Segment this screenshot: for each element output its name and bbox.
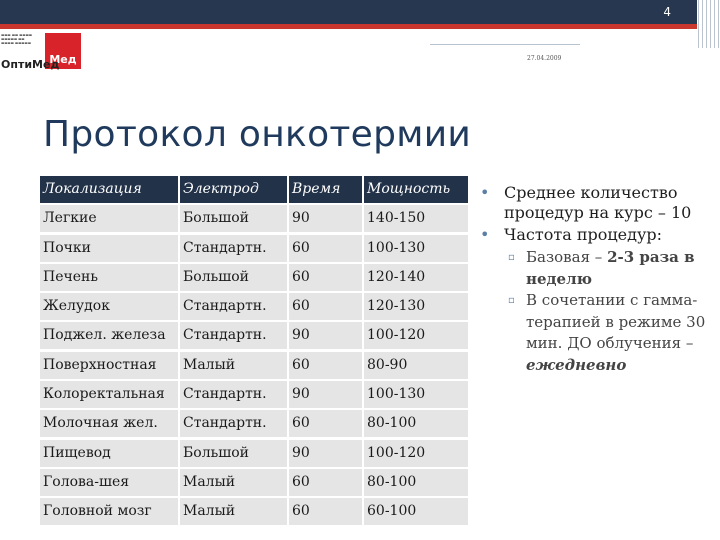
table-row	[40, 205, 468, 232]
table-row	[40, 381, 468, 408]
sub-bullet-base	[478, 247, 710, 290]
column-header-time: Время	[289, 176, 362, 203]
table-row	[40, 293, 468, 320]
table-cell-time: 60	[289, 264, 362, 291]
table-cell-electrode: Большой	[180, 264, 287, 291]
table-cell-time: 60	[289, 352, 362, 379]
bullet-dot-icon: •	[480, 225, 490, 244]
sub-bullet-square-icon: ▫	[508, 252, 515, 263]
table-cell-time: 90	[289, 381, 362, 408]
corner-decoration	[698, 0, 720, 48]
slide-title: Протокол онкотермии	[43, 114, 472, 155]
table-cell-time: 90	[289, 322, 362, 349]
top-bar	[0, 0, 697, 24]
table-row	[40, 235, 468, 262]
table-cell-localization: Поджел. железа	[40, 322, 178, 349]
table-cell-time: 90	[289, 205, 362, 232]
table-cell-power: 80-100	[364, 469, 468, 496]
table-cell-power: 100-130	[364, 235, 468, 262]
table-cell-electrode: Стандартн.	[180, 322, 287, 349]
table-cell-electrode: Малый	[180, 469, 287, 496]
table-cell-localization: Голова-шея	[40, 469, 178, 496]
table-cell-localization: Головной мозг	[40, 498, 178, 525]
table-cell-time: 60	[289, 469, 362, 496]
table-cell-localization: Желудок	[40, 293, 178, 320]
bullet-dot-icon: •	[480, 183, 490, 202]
table-row	[40, 440, 468, 467]
company-logo	[1, 33, 81, 73]
table-cell-electrode: Стандартн.	[180, 235, 287, 262]
bullet-frequency	[478, 225, 710, 245]
column-header-localization: Локализация	[40, 176, 178, 203]
table-cell-time: 60	[289, 293, 362, 320]
sub-bullet-bold: 2-3 раза в неделю	[526, 248, 695, 288]
sub-bullet-square-icon: ▫	[508, 295, 515, 306]
table-row	[40, 322, 468, 349]
bullet-list	[478, 183, 710, 376]
sub-bullet-prefix: Базовая –	[526, 248, 603, 266]
logo-mark-text: Мед	[49, 53, 77, 66]
table-row	[40, 469, 468, 496]
bullet-text: Частота процедур:	[504, 225, 663, 244]
table-cell-power: 80-100	[364, 410, 468, 437]
slide-date: 27.04.2009	[527, 55, 562, 62]
table-cell-power: 100-120	[364, 440, 468, 467]
table-cell-power: 80-90	[364, 352, 468, 379]
table-cell-power: 120-130	[364, 293, 468, 320]
table-cell-power: 60-100	[364, 498, 468, 525]
table-cell-localization: Печень	[40, 264, 178, 291]
sub-bullet-text: В сочетании с гамма-терапией в режиме 30 мин. ДО облучения –	[526, 291, 706, 352]
logo-fine-print: ▬▬▬ ▬▬ ▬▬▬▬ ▬▬▬▬▬ ▬▬ ▬▬▬▬ ▬▬▬▬▬	[1, 33, 32, 45]
logo-text: ОптиМед	[1, 58, 60, 71]
table-cell-electrode: Большой	[180, 440, 287, 467]
table-cell-localization: Колоректальная	[40, 381, 178, 408]
table-cell-localization: Почки	[40, 235, 178, 262]
column-header-power: Мощность	[364, 176, 468, 203]
table-cell-time: 90	[289, 440, 362, 467]
table-cell-electrode: Малый	[180, 352, 287, 379]
bullet-avg-procedures	[478, 183, 710, 223]
table-cell-localization: Пищевод	[40, 440, 178, 467]
table-cell-time: 60	[289, 498, 362, 525]
column-header-electrode: Электрод	[180, 176, 287, 203]
table-cell-electrode: Стандартн.	[180, 381, 287, 408]
table-row	[40, 410, 468, 437]
table-cell-localization: Поверхностная	[40, 352, 178, 379]
table-header-row	[40, 176, 468, 203]
table-cell-time: 60	[289, 235, 362, 262]
table-cell-localization: Молочная жел.	[40, 410, 178, 437]
table-cell-electrode: Большой	[180, 205, 287, 232]
table-row	[40, 498, 468, 525]
table-cell-power: 100-120	[364, 322, 468, 349]
bullet-value: 10	[670, 203, 692, 222]
table-cell-electrode: Малый	[180, 498, 287, 525]
sub-bullet-combined	[478, 290, 710, 376]
page-number: 4	[663, 5, 671, 19]
table-cell-power: 140-150	[364, 205, 468, 232]
sub-bullet-emphasis: ежедневно	[526, 355, 627, 374]
protocol-table	[40, 176, 468, 528]
bullet-text: Среднее количество процедур на курс –	[504, 183, 678, 222]
table-row	[40, 264, 468, 291]
table-cell-power: 120-140	[364, 264, 468, 291]
table-cell-power: 100-130	[364, 381, 468, 408]
table-cell-electrode: Стандартн.	[180, 410, 287, 437]
table-cell-electrode: Стандартн.	[180, 293, 287, 320]
table-cell-time: 60	[289, 410, 362, 437]
top-accent-stripe	[0, 24, 697, 29]
table-cell-localization: Легкие	[40, 205, 178, 232]
header-rule	[430, 44, 580, 45]
table-row	[40, 352, 468, 379]
